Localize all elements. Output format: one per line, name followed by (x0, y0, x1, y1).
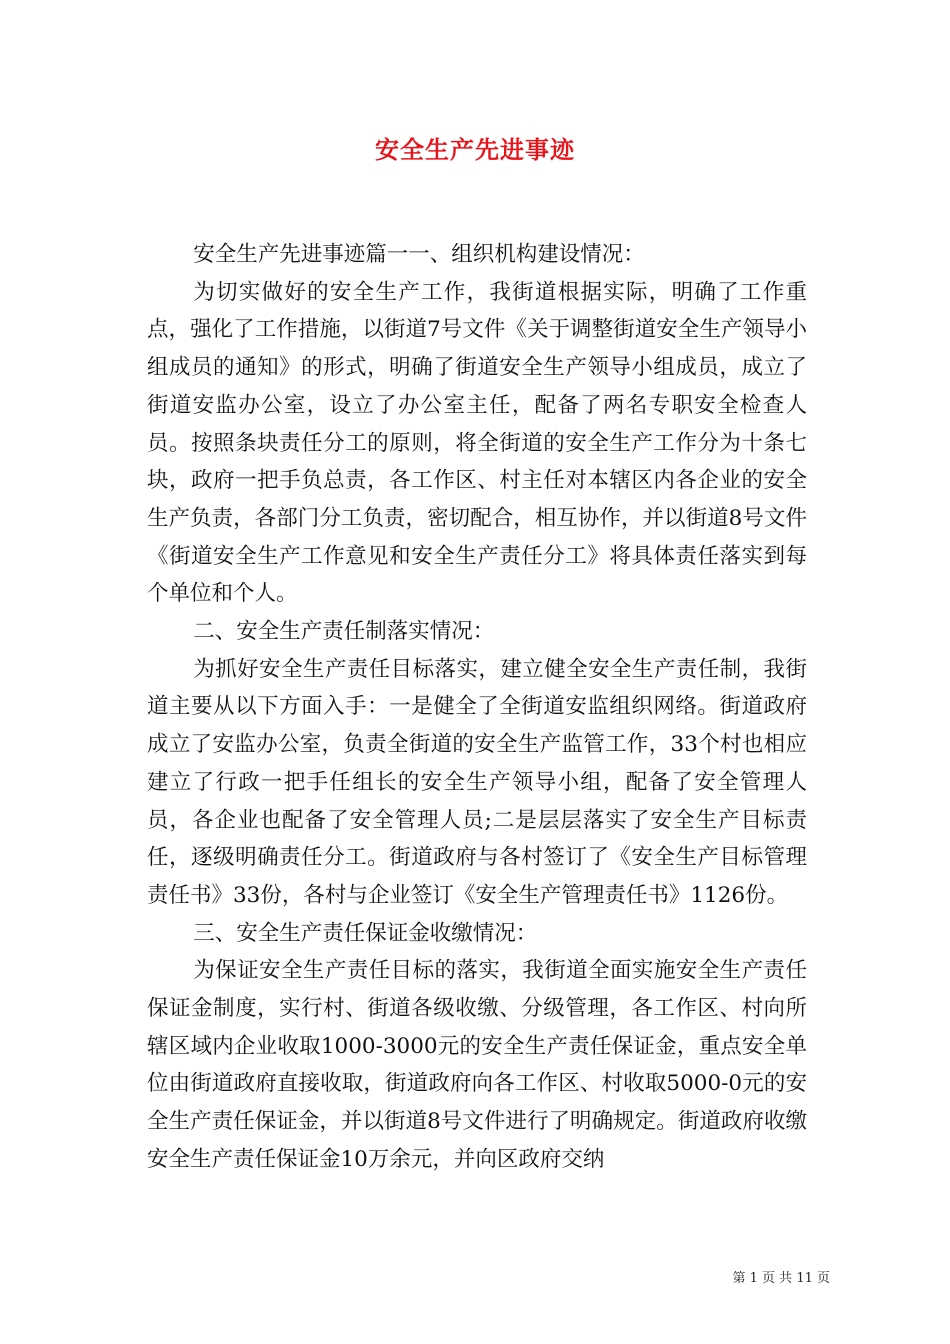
paragraph-intro-heading: 安全生产先进事迹篇一一、组织机构建设情况： (193, 242, 645, 267)
document-body (147, 236, 807, 1179)
paragraph-section-two-heading: 二、安全生产责任制落实情况： (193, 619, 495, 645)
paragraph-section-three-heading: 三、安全生产责任保证金收缴情况： (193, 920, 538, 946)
paragraph-deposit: 为保证安全生产责任目标的落实，我街道全面实施安全生产责任保证金制度，实行村、街道各级收缴、分级管理，各工作区、村向所辖区域内企业收取1000-3000元的安全生产责任保证金，重点安全单位由街道政府直接收取，街道政府向各工作区、村收取5000-0元的安全生产责任保证金，并以街道8号文件进行了明确规定。街道政府收缴安全生产责任保证金10万余元，并向区政府交纳 (147, 958, 807, 1172)
page-number: 第 1 页 共 11 页 (732, 1271, 830, 1286)
document-title: 安全生产先进事迹 (375, 135, 575, 164)
paragraph-organization: 为切实做好的安全生产工作，我街道根据实际，明确了工作重点，强化了工作措施，以街道7号文件《关于调整街道安全生产领导小组成员的通知》的形式，明确了街道安全生产领导小组成员，成立了街道安监办公室，设立了办公室主任，配备了两名专职安全检查人员。按照条块责任分工的原则，将全街道的安全生产工作分为十条七块，政府一把手负总责，各工作区、村主任对本辖区内各企业的安全生产负责，各部门分工负责，密切配合，相互协作，并以街道8号文件《街道安全生产工作意见和安全生产责任分工》将具体责任落实到每个单位和个人。 (147, 279, 807, 607)
paragraph-responsibility: 为抓好安全生产责任目标落实，建立健全安全生产责任制，我街道主要从以下方面入手：一是健全了全街道安监组织网络。街道政府成立了安监办公室，负责全街道的安全生产监管工作，33个村也相应建立了行政一把手任组长的安全生产领导小组，配备了安全管理人员，各企业也配备了安全管理人员;二是层层落实了安全生产目标责任，逐级明确责任分工。街道政府与各村签订了《安全生产目标管理责任书》33份，各村与企业签订《安全生产管理责任书》1126份。 (147, 656, 807, 908)
